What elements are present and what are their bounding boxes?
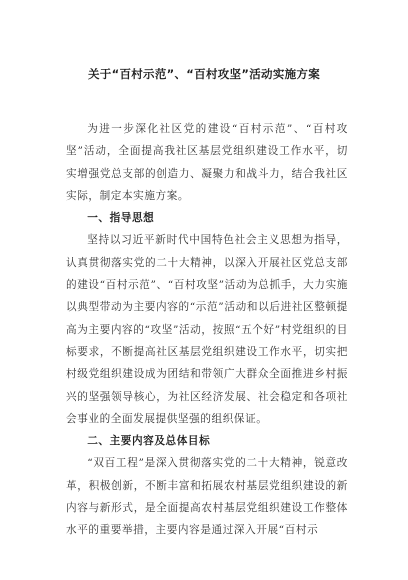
section-heading-main-content: 二、主要内容及总体目标 <box>87 435 211 448</box>
main-content-paragraph: “双百工程”是深入贯彻落实党的二十大精神，锐意改革，积极创新，不断丰富和拓展农村基层党组织建设的新内容与新形式，是全面提高农村基层党组织建设工作整体水平的重要举措，主要内容是通过深入开展“百村示 <box>66 457 348 537</box>
guiding-ideology-paragraph: 坚持以习近平新时代中国特色社会主义思想为指导，认真贯彻落实党的二十大精神，以深入开展社区党总支部的建设“百村示范”、“百村攻坚”活动为总抓手，大力实施以典型带动为主要内容的“示范”活动和以后进社区整顿提高为主要内容的“攻坚”活动，按照“五个好”村党组织的目标要求，不断提高社区基层党组织建设工作水平，切实把村级党组织建设成为团结和带领广大群众全面推进乡村振兴的坚强领导核心，为社区经济发展、社会稳定和各项社会事业的全面发展提供坚强的组织保证。 <box>66 234 348 425</box>
intro-paragraph: 为进一步深化社区党的建设“百村示范”、“百村攻坚”活动，全面提高我社区基层党组织建设工作水平，切实增强党总支部的创造力、凝聚力和战斗力，结合我社区实际，制定本实施方案。 <box>66 123 348 202</box>
section-heading-guiding-ideology: 一、指导思想 <box>87 212 155 225</box>
document-title: 关于“百村示范”、“百村攻坚”活动实施方案 <box>87 67 321 81</box>
document-body <box>66 118 348 542</box>
